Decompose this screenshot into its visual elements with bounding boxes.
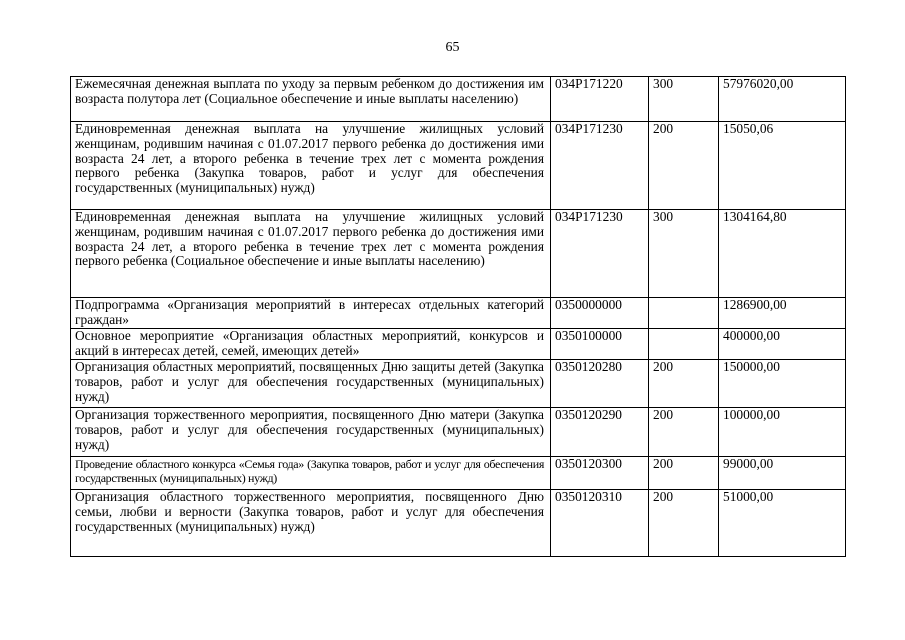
row-name-cell: Ежемесячная денежная выплата по уходу за первым ребенком до достижения им возраста полутора лет (Социальное обеспечение и иные выплаты населению) — [71, 77, 551, 122]
table-row — [71, 210, 846, 298]
table-row — [71, 360, 846, 408]
row-code-cell: 0350120300 — [551, 457, 649, 490]
table-row — [71, 298, 846, 329]
row-type-cell: 300 — [649, 210, 719, 298]
row-type-cell: 200 — [649, 360, 719, 408]
row-name-cell: Организация областных мероприятий, посвященных Дню защиты детей (Закупка товаров, работ и услуг для обеспечения государственных (муниципальных) нужд) — [71, 360, 551, 408]
row-sum-cell: 1286900,00 — [719, 298, 846, 329]
row-type-cell: 200 — [649, 122, 719, 210]
row-name-cell: Подпрограмма «Организация мероприятий в интересах отдельных категорий граждан» — [71, 298, 551, 329]
table-row — [71, 457, 846, 490]
row-code-cell: 0350000000 — [551, 298, 649, 329]
row-code-cell: 034P171230 — [551, 210, 649, 298]
row-code-cell: 0350120310 — [551, 490, 649, 557]
row-name-cell: Организация областного торжественного мероприятия, посвященного Дню семьи, любви и верности (Закупка товаров, работ и услуг для обеспечения государственных (муниципальных) нужд) — [71, 490, 551, 557]
row-code-cell: 0350100000 — [551, 329, 649, 360]
table-row — [71, 122, 846, 210]
row-code-cell: 0350120280 — [551, 360, 649, 408]
table-row — [71, 329, 846, 360]
row-sum-cell: 1304164,80 — [719, 210, 846, 298]
row-name-cell: Единовременная денежная выплата на улучшение жилищных условий женщинам, родившим начиная с 01.07.2017 первого ребенка до достижения ими возраста 24 лет, а второго ребенка в течение трех лет с момента рождения первого ребенка (Социальное обеспечение и иные выплаты населению) — [71, 210, 551, 298]
row-type-cell: 200 — [649, 457, 719, 490]
row-type-cell — [649, 298, 719, 329]
table-row — [71, 490, 846, 557]
row-code-cell: 034P171230 — [551, 122, 649, 210]
row-code-cell: 034P171220 — [551, 77, 649, 122]
table-row — [71, 77, 846, 122]
row-name-cell: Основное мероприятие «Организация областных мероприятий, конкурсов и акций в интересах детей, семей, имеющих детей» — [71, 329, 551, 360]
row-type-cell: 300 — [649, 77, 719, 122]
row-sum-cell: 57976020,00 — [719, 77, 846, 122]
row-sum-cell: 51000,00 — [719, 490, 846, 557]
row-sum-cell: 100000,00 — [719, 408, 846, 457]
budget-table — [70, 76, 846, 557]
row-type-cell — [649, 329, 719, 360]
row-sum-cell: 150000,00 — [719, 360, 846, 408]
row-type-cell: 200 — [649, 408, 719, 457]
row-name-cell: Единовременная денежная выплата на улучшение жилищных условий женщинам, родившим начиная с 01.07.2017 первого ребенка до достижения ими возраста 24 лет, а второго ребенка в течение трех лет с момента рождения первого ребенка (Закупка товаров, работ и услуг для обеспечения государственных (муниципальных) нужд) — [71, 122, 551, 210]
row-sum-cell: 99000,00 — [719, 457, 846, 490]
row-name-cell: Проведение областного конкурса «Семья года» (Закупка товаров, работ и услуг для обеспечения государственных (муниципальных) нужд) — [71, 457, 551, 490]
row-code-cell: 0350120290 — [551, 408, 649, 457]
row-name-cell: Организация торжественного мероприятия, посвященного Дню матери (Закупка товаров, работ и услуг для обеспечения государственных (муниципальных) нужд) — [71, 408, 551, 457]
row-type-cell: 200 — [649, 490, 719, 557]
page-number: 65 — [445, 40, 460, 55]
table-row — [71, 408, 846, 457]
row-sum-cell: 400000,00 — [719, 329, 846, 360]
row-sum-cell: 15050,06 — [719, 122, 846, 210]
